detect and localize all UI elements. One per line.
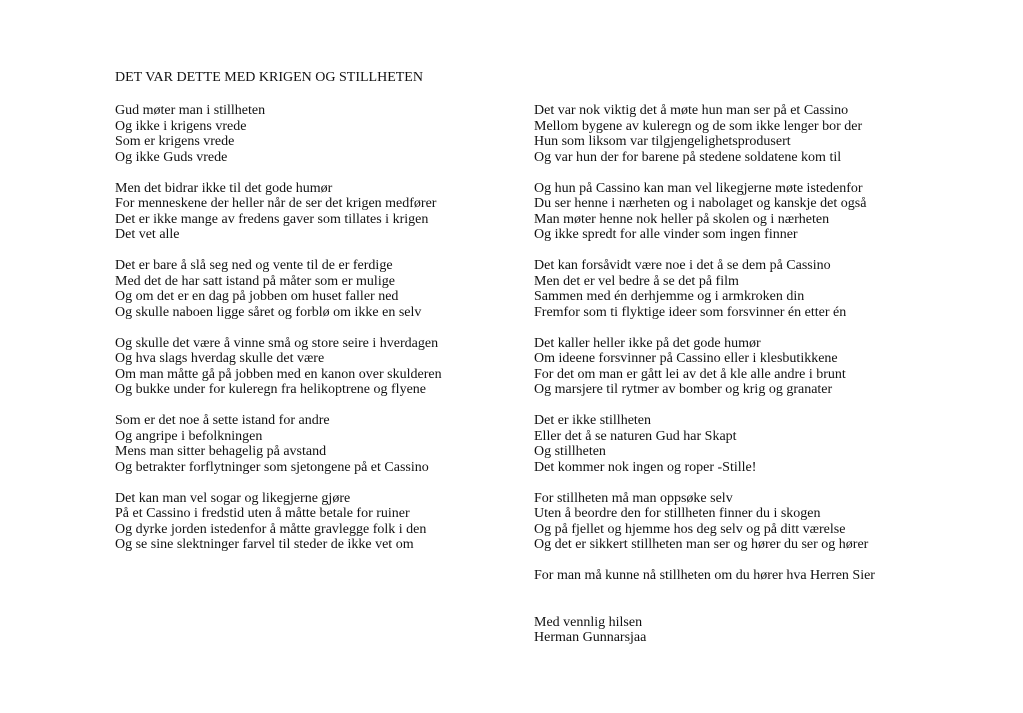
stanza [115, 336, 442, 398]
poem-line: Mellom bygene av kuleregn og de som ikke lenger bor der [534, 118, 863, 134]
poem-line: Fremfor som ti flyktige ideer som forsvinner én etter én [534, 304, 847, 320]
stanza [115, 413, 442, 475]
poem-line: Og bukke under for kuleregn fra helikoptrene og flyene [115, 382, 426, 397]
poem-line: Om man måtte gå på jobben med en kanon over skulderen [115, 366, 442, 382]
stanza [115, 103, 442, 165]
poem-line: Og på fjellet og hjemme hos deg selv og på ditt værelse [534, 521, 846, 537]
stanza [534, 181, 875, 243]
poem-line: Og ikke i krigens vrede [115, 118, 247, 134]
stanza [115, 258, 442, 320]
poem-line: Det kaller heller ikke på det gode humør [534, 335, 761, 351]
poem-line: For man må kunne nå stillheten om du hører hva Herren Sier [534, 568, 875, 583]
poem-line: Men det bidrar ikke til det gode humør [115, 180, 333, 196]
poem-line: Som er krigens vrede [115, 134, 235, 149]
poem-line: Som er det noe å sette istand for andre [115, 413, 330, 428]
poem-line: Om ideene forsvinner på Cassino eller i klesbutikkene [534, 351, 838, 366]
right-column [534, 103, 875, 646]
signature-name: Herman Gunnarsjaa [534, 630, 647, 645]
poem-line: Og var hun der for barene på stedene soldatene kom til [534, 149, 842, 165]
poem-line: Gud møter man i stillheten [115, 103, 266, 118]
poem-line: Det vet alle [115, 227, 180, 242]
stanza [115, 491, 442, 553]
poem-line: Og skulle naboen ligge såret og forblø om ikke en selv [115, 304, 422, 320]
left-column [115, 103, 442, 553]
poem-line: Det var nok viktig det å møte hun man ser på et Cassino [534, 103, 849, 118]
stanza [534, 103, 875, 165]
poem-line: Og om det er en dag på jobben om huset faller ned [115, 289, 399, 304]
poem-line: Sammen med én derhjemme og i armkroken din [534, 289, 805, 304]
poem-line: Og stillheten [534, 444, 606, 459]
poem-line: Men det er vel bedre å se det på film [534, 273, 739, 289]
poem-line: Det er ikke stillheten [534, 413, 652, 428]
stanza [534, 491, 875, 553]
poem-line: Og hva slags hverdag skulle det være [115, 351, 325, 366]
poem-line: Mens man sitter behagelig på avstand [115, 444, 327, 459]
poem-line: Eller det å se naturen Gud har Skapt [534, 428, 737, 444]
stanza [534, 413, 875, 475]
poem-line: Det kommer nok ingen og roper -Stille! [534, 459, 757, 475]
signature-block [534, 615, 875, 646]
poem-line: Og ikke Guds vrede [115, 149, 228, 165]
poem-line: Du ser henne i nærheten og i nabolaget og kanskje det også [534, 196, 867, 211]
poem-line: På et Cassino i fredstid uten å måtte betale for ruiner [115, 506, 410, 521]
poem-line: For stillheten må man oppsøke selv [534, 490, 733, 506]
stanza [534, 336, 875, 398]
poem-line: For menneskene der heller når de ser det krigen medfører [115, 196, 437, 211]
poem-line: Og ikke spredt for alle vinder som ingen finner [534, 227, 798, 242]
poem-line: Og marsjere til rytmer av bomber og krig og granater [534, 382, 833, 397]
signature-closing: Med vennlig hilsen [534, 614, 643, 630]
poem-line: Det er ikke mange av fredens gaver som tillates i krigen [115, 211, 429, 227]
poem-line: Hun som liksom var tilgjengelighetsprodusert [534, 134, 791, 149]
poem-line: Og skulle det være å vinne små og store seire i hverdagen [115, 335, 439, 351]
poem-line: Uten å beordre den for stillheten finner du i skogen [534, 506, 821, 521]
poem-title: DET VAR DETTE MED KRIGEN OG STILLHETEN [115, 70, 423, 85]
poem-line: Og dyrke jorden istedenfor å måtte gravlegge folk i den [115, 521, 427, 537]
poem-line: Det kan forsåvidt være noe i det å se dem på Cassino [534, 258, 831, 273]
stanza [115, 181, 442, 243]
poem-line: Med det de har satt istand på måter som er mulige [115, 273, 395, 289]
poem-line: Det kan man vel sogar og likegjerne gjøre [115, 490, 351, 506]
poem-line: Og det er sikkert stillheten man ser og hører du ser og hører [534, 537, 869, 552]
poem-line: Og se sine slektninger farvel til steder de ikke vet om [115, 537, 414, 552]
poem-line: Og betrakter forflytninger som sjetongene på et Cassino [115, 459, 429, 475]
stanza [534, 258, 875, 320]
poem-line: Og angripe i befolkningen [115, 428, 263, 444]
stanza [534, 568, 875, 584]
poem-line: Man møter henne nok heller på skolen og i nærheten [534, 211, 830, 227]
poem-line: Og hun på Cassino kan man vel likegjerne møte istedenfor [534, 180, 863, 196]
poem-line: Det er bare å slå seg ned og vente til de er ferdige [115, 258, 393, 273]
poem-line: For det om man er gått lei av det å kle alle andre i brunt [534, 366, 846, 382]
